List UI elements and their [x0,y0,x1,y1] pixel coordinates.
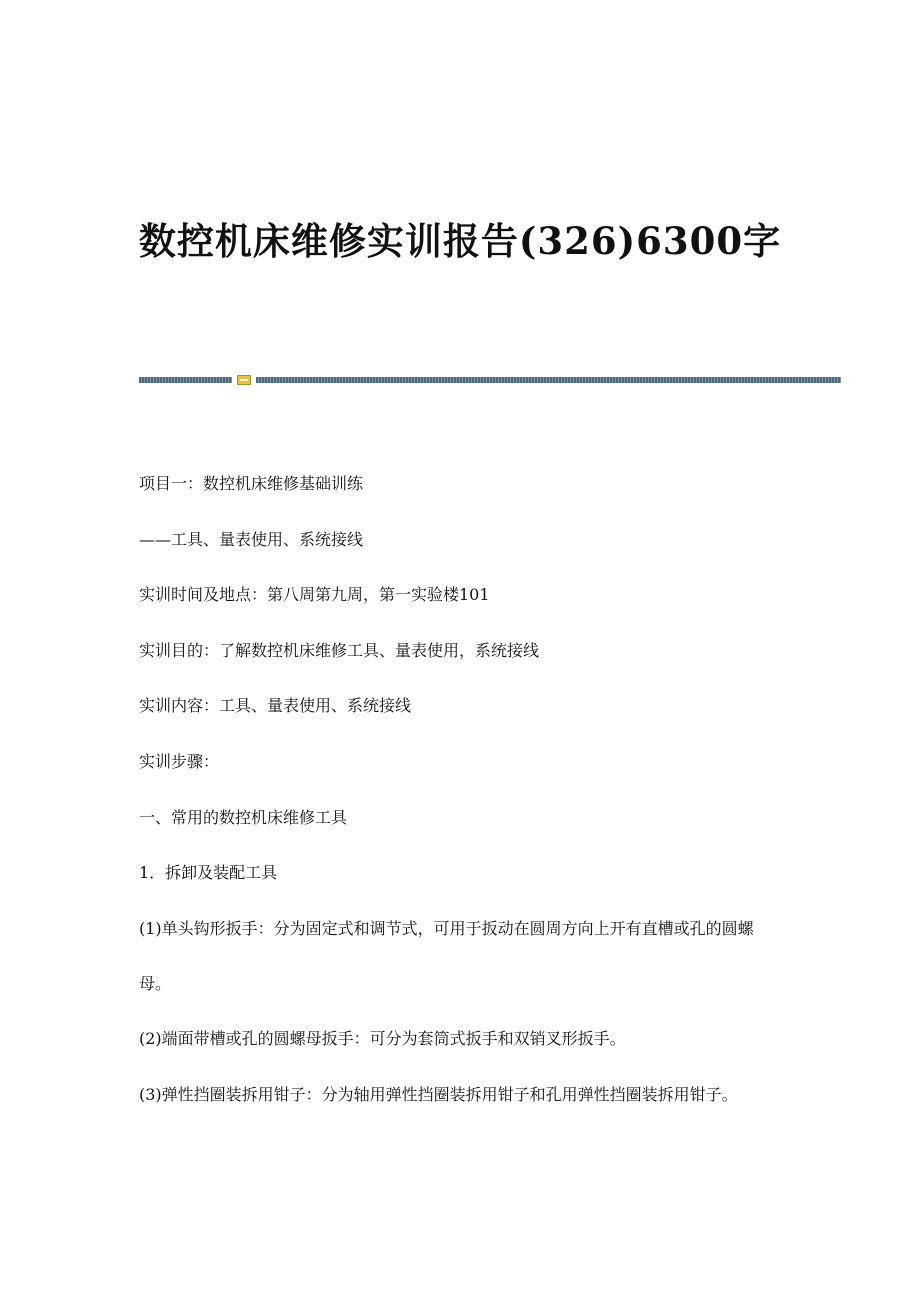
subsection-heading: 1．拆卸及装配工具 [139,863,278,883]
section-heading: 一、常用的数控机床维修工具 [139,807,348,827]
paragraph-purpose: 实训目的：了解数控机床维修工具、量表使用，系统接线 [139,640,540,660]
list-item: (3)弹性挡圈装拆用钳子：分为轴用弹性挡圈装拆用钳子和孔用弹性挡圈装拆用钳子。 [139,1085,738,1105]
paragraph-content: 实训内容：工具、量表使用、系统接线 [139,696,412,716]
divider-ornament-icon [237,375,251,385]
title-divider [139,375,841,385]
divider-bar-right [256,377,841,383]
page-title: 数控机床维修实训报告(326)6300字 [138,219,782,263]
list-item: (1)单头钩形扳手：分为固定式和调节式，可用于扳动在圆周方向上开有直槽或孔的圆螺母。 [139,919,754,994]
paragraph-time-place: 实训时间及地点：第八周第九周，第一实验楼101 [139,585,490,605]
divider-bar-left [139,377,232,383]
paragraph-steps: 实训步骤： [139,751,220,771]
list-item: (2)端面带槽或孔的圆螺母扳手：可分为套筒式扳手和双销叉形扳手。 [139,1029,626,1049]
paragraph-project: 项目一：数控机床维修基础训练 [139,474,364,493]
document-body [139,470,784,1136]
paragraph-subtitle: ——工具、量表使用、系统接线 [139,529,364,549]
